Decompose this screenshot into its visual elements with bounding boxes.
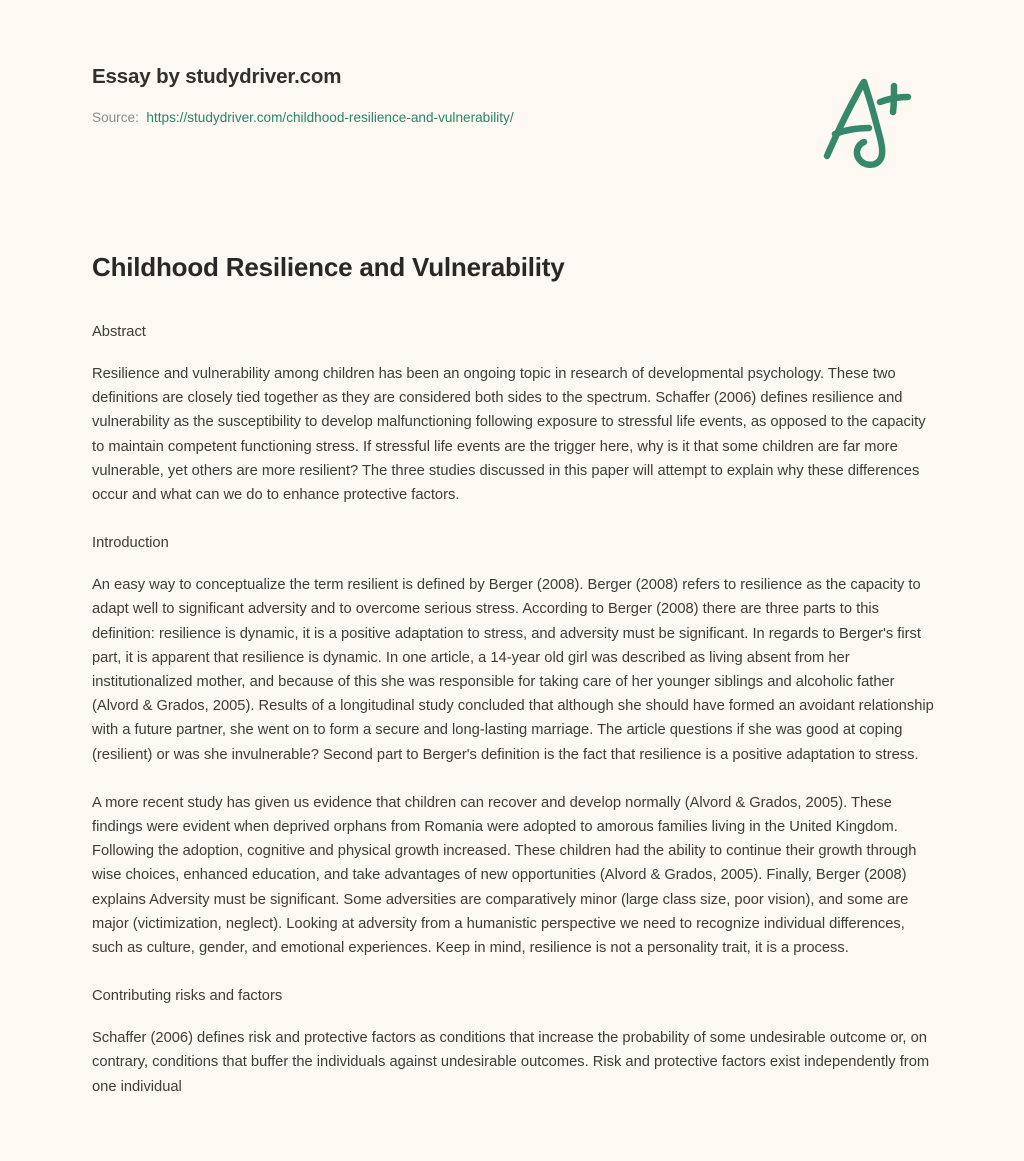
page-header bbox=[92, 64, 937, 128]
paragraph: Schaffer (2006) defines risk and protective factors as conditions that increase the probability of some undesirable outcome or, on contrary, conditions that buffer the individuals against undesirable outcomes. Risk and protective factors exist independently from one individual bbox=[92, 1030, 930, 1095]
paragraph: A more recent study has given us evidence that children can recover and develop normally (Alvord & Grados, 2005). These findings were evident when deprived orphans from Romania were adopted to amorous families living in the United Kingdom. Following the adoption, cognitive and physical growth increased. These children had the ability to continue their growth through wise choices, enhanced education, and take advantages of new opportunities (Alvord & Grados, 2005). Finally, Berger (2008) explains Adversity must be significant. Some adversities are comparatively minor (large class size, poor vision), and some are major (victimization, neglect). Looking at adversity from a humanistic perspective we need to recognize individual differences, such as culture, gender, and emotional experiences. Keep in mind, resilience is not a personality trait, it is a process. bbox=[92, 794, 917, 957]
document-body bbox=[92, 250, 938, 1099]
aplus-logo-glyph bbox=[812, 74, 916, 170]
section-heading-introduction: Introduction bbox=[92, 535, 169, 552]
source-url-link[interactable]: https://studydriver.com/childhood-resilience-and-vulnerability/ bbox=[146, 110, 514, 125]
source-line bbox=[92, 108, 937, 128]
brand-title: Essay by studydriver.com bbox=[92, 65, 342, 88]
page-title: Childhood Resilience and Vulnerability bbox=[92, 252, 565, 282]
section-heading-contributing-risks-and-factors: Contributing risks and factors bbox=[92, 988, 283, 1005]
paragraph: An easy way to conceptualize the term resilient is defined by Berger (2008). Berger (2008) refers to resilience as the capacity to adapt well to significant adversity and to overcome serious stress. According to Berger (2008) there are three parts to this definition: resilience is dynamic, it is a positive adaptation to stress, and adversity must be significant. In regards to Berger's first part, it is apparent that resilience is dynamic. In one article, a 14-year old girl was described as living absent from her institutionalized mother, and because of this she was responsible for taking care of her younger siblings and alcoholic father (Alvord & Grados, 2005). Results of a longitudinal study concluded that although she should have formed an avoidant relationship with a future partner, she went on to form a secure and long-lasting marriage. The article questions if she was good at coping (resilient) or was she invulnerable? Second part to Berger's definition is the fact that resilience is a positive adaptation to stress. bbox=[92, 577, 934, 763]
paragraph: Resilience and vulnerability among children has been an ongoing topic in research of developmental psychology. These two definitions are closely tied together as they are considered both sides to the spectrum. Schaffer (2006) defines resilience and vulnerability as the susceptibility to develop malfunctioning following exposure to stressful life events, as opposed to the capacity to maintain competent functioning stress. If stressful life events are the trigger here, why is it that some children are far more vulnerable, yet others are more resilient? The three studies discussed in this paper will attempt to explain why these differences occur and what can we do to enhance protective factors. bbox=[92, 366, 926, 504]
aplus-logo-icon bbox=[812, 74, 916, 170]
source-label: Source: bbox=[92, 110, 139, 125]
section-heading-abstract: Abstract bbox=[92, 324, 146, 340]
